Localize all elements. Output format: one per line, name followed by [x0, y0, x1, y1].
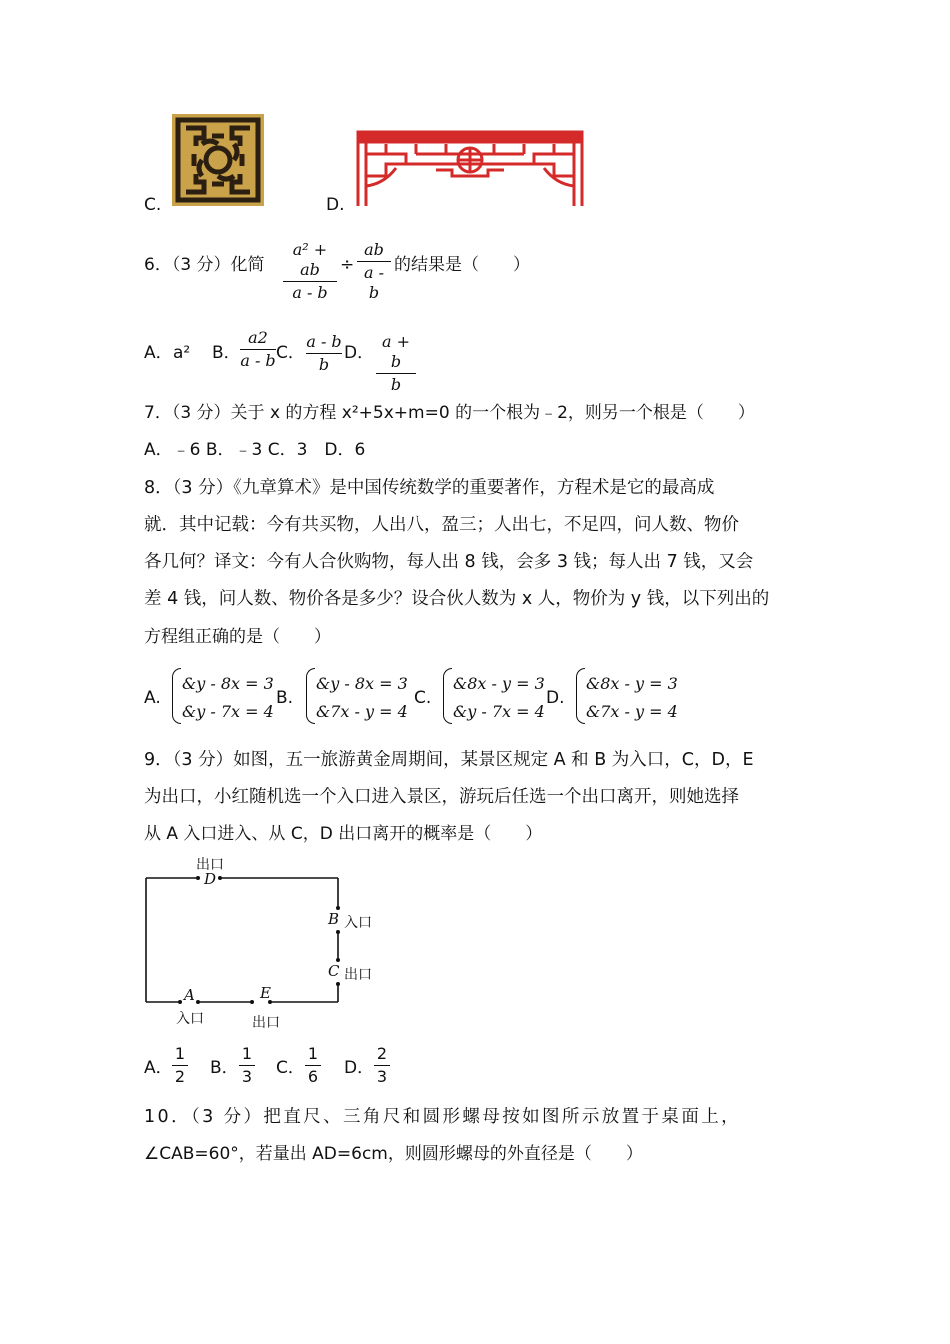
q9-option-c-fraction — [305, 1044, 321, 1087]
scenic-area-diagram — [140, 852, 400, 1032]
q6-fraction-1 — [283, 240, 337, 303]
q6-frac2-numerator: ab — [364, 240, 384, 259]
q8-option-c-eq1: &8x - y = 3 — [453, 674, 545, 693]
point-a-letter: A — [184, 986, 195, 1004]
point-e-letter: E — [260, 984, 271, 1002]
q6-optb-den: a - b — [240, 351, 276, 370]
exit-c-label: 出口 — [344, 967, 372, 983]
q7-options: A．﹣6 B．﹣3 C．3 D．6 — [144, 440, 366, 460]
q8-option-b-eq1: &y - 8x = 3 — [316, 674, 408, 693]
exit-d-label: 出口 — [196, 857, 224, 873]
q6-optb-num: a2 — [248, 328, 268, 347]
q9-opta-num: 1 — [174, 1044, 186, 1063]
q9-optd-num: 2 — [376, 1044, 388, 1063]
lattice-pattern-image — [172, 114, 264, 206]
q9-option-b-fraction — [239, 1044, 255, 1087]
q9-optb-num: 1 — [241, 1044, 253, 1063]
q6-option-d-fraction — [376, 332, 416, 395]
q8-option-a-label: A. — [144, 688, 161, 708]
q6-optd-num: a + b — [381, 332, 411, 371]
q6-optd-den: b — [390, 375, 402, 394]
q9-optd-den: 3 — [376, 1067, 388, 1086]
q8-line-5: 方程组正确的是（ ） — [144, 627, 331, 647]
q9-option-b-label: B． — [210, 1058, 239, 1078]
q6-stem-suffix: 的结果是（ ） — [394, 255, 530, 275]
q9-option-a-fraction — [172, 1044, 188, 1087]
q8-option-c-label: C. — [414, 688, 432, 708]
q8-option-a-eq2: &y - 7x = 4 — [182, 702, 274, 721]
q7-stem: 7．（3 分）关于 x 的方程 x²+5x+m=0 的一个根为﹣2，则另一个根是（ ） — [144, 403, 755, 423]
entry-a-label: 入口 — [176, 1011, 204, 1027]
q6-frac1-denominator: a - b — [292, 283, 328, 302]
point-b-letter: B — [328, 910, 340, 928]
q6-option-b-label: B． — [212, 343, 241, 363]
q6-option-a-value: a² — [173, 343, 191, 363]
q6-frac2-denominator: a - b — [363, 263, 385, 302]
q6-option-c-label: C． — [276, 343, 305, 363]
q9-option-d-fraction — [374, 1044, 390, 1087]
q6-optc-num: a - b — [306, 332, 342, 351]
q8-line-4: 差 4 钱，问人数、物价各是多少？设合伙人数为 x 人，物价为 y 钱，以下列出的 — [144, 589, 770, 609]
q9-option-c-label: C． — [276, 1058, 305, 1078]
q9-opta-den: 2 — [174, 1067, 186, 1086]
q8-option-b-label: B. — [276, 688, 294, 708]
q8-option-c-eq2: &y - 7x = 4 — [453, 702, 545, 721]
q6-optc-den: b — [318, 355, 330, 374]
q9-option-d-label: D． — [344, 1058, 375, 1078]
q9-line-3: 从 A 入口进入、从 C，D 出口离开的概率是（ ） — [144, 824, 543, 844]
q8-option-a-eq1: &y - 8x = 3 — [182, 674, 274, 693]
q8-line-2: 就．其中记载：今有共买物，人出八，盈三；人出七，不足四，问人数、物价 — [144, 515, 739, 535]
q6-frac1-numerator: a² + ab — [292, 240, 328, 279]
q6-option-d-label: D． — [344, 343, 375, 363]
q6-option-a-label: A． — [144, 343, 173, 363]
entry-b-label: 入口 — [344, 915, 372, 931]
q6-divide-sign: ÷ — [340, 255, 355, 275]
q6-fraction-2 — [357, 240, 391, 303]
q9-line-1: 9．（3 分）如图，五一旅游黄金周期间，某景区规定 A 和 B 为入口，C，D，E — [144, 750, 754, 770]
q9-optb-den: 3 — [241, 1067, 253, 1086]
exit-e-label: 出口 — [252, 1015, 280, 1031]
point-d-letter: D — [204, 870, 217, 888]
q10-line-2: ∠CAB=60°，若量出 AD=6cm，则圆形螺母的外直径是（ ） — [144, 1144, 643, 1164]
q5-option-c-label: C. — [144, 195, 162, 215]
q9-line-2: 为出口，小红随机选一个入口进入景区，游玩后任选一个出口离开，则她选择 — [144, 787, 739, 807]
q6-stem-prefix: 6．（3 分）化简 — [144, 255, 265, 275]
q9-optc-num: 1 — [307, 1044, 319, 1063]
q10-line-1: 10．（3 分）把直尺、三角尺和圆形螺母按如图所示放置于桌面上， — [144, 1107, 742, 1127]
q8-option-b-eq2: &7x - y = 4 — [316, 702, 408, 721]
q6-option-c-fraction — [306, 332, 342, 375]
q8-line-3: 各几何？译文：今有人合伙购物，每人出 8 钱，会多 3 钱；每人出 7 钱，又会 — [144, 552, 754, 572]
q8-option-d-eq2: &7x - y = 4 — [586, 702, 678, 721]
point-c-letter: C — [328, 962, 340, 980]
q5-option-d-label: D. — [326, 195, 345, 215]
q8-line-1: 8．（3 分）《九章算术》是中国传统数学的重要著作，方程术是它的最高成 — [144, 478, 715, 498]
q6-option-b-fraction — [240, 328, 276, 371]
q8-option-d-eq1: &8x - y = 3 — [586, 674, 678, 693]
q9-optc-den: 6 — [307, 1067, 319, 1086]
red-window-frame-image — [356, 130, 584, 208]
q8-option-d-label: D. — [546, 688, 565, 708]
q9-option-a-label: A． — [144, 1058, 173, 1078]
